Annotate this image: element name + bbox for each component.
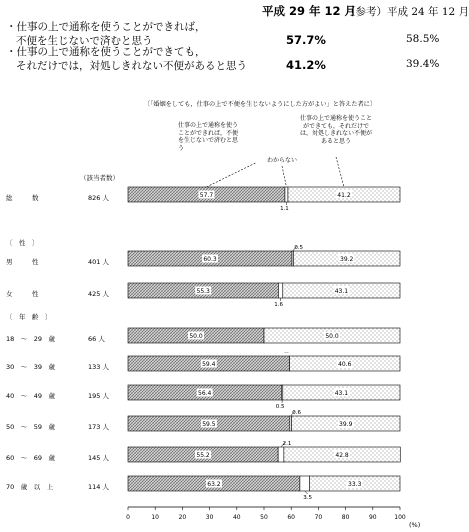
data-label-usable: 55.3 — [196, 288, 210, 295]
row-label-age-40-49: 40 ～ 49 歳 — [6, 392, 56, 400]
group-header-age: 〔 年 齢 〕 — [6, 313, 52, 321]
chart-bars — [128, 187, 400, 501]
row-n-age-60-69: 145 人 — [88, 454, 109, 462]
row-n-age-18-29: 66 人 — [88, 335, 105, 343]
bullet: ・ — [6, 21, 17, 33]
x-tick-70: 70 — [314, 514, 323, 521]
row-label-age-70-plus: 70 歳 以 上 — [6, 483, 54, 491]
bar-segment-unknown — [285, 187, 288, 202]
chart-guides — [206, 157, 343, 187]
x-tick-40: 40 — [232, 514, 241, 521]
summary-item-2-line1: 仕事の上で通称を使うことができても， — [16, 46, 206, 58]
data-label-insufficient: 50.0 — [325, 333, 339, 340]
chart-axis — [128, 507, 400, 510]
data-label-usable: 60.3 — [203, 256, 217, 263]
summary-item-1-value-2012: 58.5% — [406, 33, 440, 45]
data-label-unknown: 3.5 — [303, 495, 313, 501]
bar-segment-unknown — [278, 283, 282, 298]
count-header: （該当者数） — [80, 174, 119, 182]
data-label-unknown: 1.6 — [274, 302, 283, 308]
data-label-usable: 57.7 — [199, 192, 214, 199]
data-label-usable: 59.4 — [202, 361, 216, 368]
x-tick-50: 50 — [260, 514, 268, 521]
row-n-age-70-plus: 114 人 — [88, 483, 109, 491]
row-label-total: 総 数 — [6, 194, 39, 202]
data-label-unknown: 2.1 — [282, 441, 292, 447]
data-label-insufficient: 41.2 — [337, 192, 351, 199]
data-label-insufficient: 39.9 — [339, 421, 353, 428]
bullet: ・ — [6, 46, 17, 58]
row-label-male: 男 性 — [6, 258, 39, 266]
row-label-age-30-39: 30 ～ 39 歳 — [6, 363, 56, 371]
row-label-age-60-69: 60 ～ 69 歳 — [6, 454, 56, 462]
row-n-age-30-39: 133 人 — [88, 363, 109, 371]
row-n-age-40-49: 195 人 — [88, 392, 109, 400]
summary-header-current: 平成 29 年 12 月 — [262, 4, 357, 18]
row-n-total: 826 人 — [88, 194, 109, 202]
chart-note: 〔「婚姻をしても，仕事の上で不便を生じないようにした方がよい」と答えた者に〕 — [144, 101, 377, 108]
summary-item-1-line2: 不便を生じないで済むと思う — [16, 35, 153, 47]
data-label-usable: 63.2 — [207, 481, 221, 488]
row-n-age-50-59: 173 人 — [88, 423, 109, 431]
data-label-insufficient: 33.3 — [348, 481, 362, 488]
bar-segment-unknown — [300, 476, 310, 491]
x-tick-60: 60 — [287, 514, 295, 521]
legend-leader-3 — [336, 157, 344, 187]
x-tick-0: 0 — [126, 514, 130, 521]
row-n-female: 425 人 — [88, 290, 109, 298]
data-label-usable: 56.4 — [198, 390, 212, 397]
data-label-insufficient: 43.1 — [334, 390, 349, 397]
legend-category-3: 仕事の上で通称を使うことができても，それだけでは，対処しきれない不便があると思う — [300, 115, 373, 145]
data-label-unknown: 0.6 — [292, 410, 302, 416]
summary-item-2-value-2017: 41.2% — [286, 58, 326, 72]
legend-leader-1 — [206, 163, 255, 187]
legend-category-2: わからない — [266, 157, 297, 164]
x-tick-20: 20 — [178, 514, 187, 521]
summary-item-2-line2: それだけでは，対処しきれない不便があると思う — [16, 60, 247, 72]
row-label-female: 女 性 — [6, 290, 39, 298]
data-label-unknown: 0.5 — [275, 404, 285, 410]
data-label-insufficient: 39.2 — [340, 256, 354, 263]
data-label-unknown: － — [283, 350, 290, 357]
legend-leader-2 — [282, 166, 286, 187]
data-label-unknown: 1.1 — [280, 206, 289, 212]
data-label-usable: 55.2 — [196, 452, 210, 459]
data-label-insufficient: 42.8 — [335, 452, 349, 459]
data-label-insufficient: 43.1 — [334, 288, 349, 295]
x-axis-unit: (%) — [409, 521, 421, 529]
data-label-usable: 50.0 — [189, 333, 203, 340]
x-tick-10: 10 — [151, 514, 159, 521]
row-label-age-18-29: 18 ～ 29 歳 — [6, 335, 56, 343]
group-header-sex: 〔 性 〕 — [6, 239, 39, 247]
x-tick-30: 30 — [205, 514, 214, 521]
bar-segment-unknown — [278, 447, 284, 462]
x-tick-100: 100 — [394, 514, 406, 521]
data-label-usable: 59.5 — [202, 421, 216, 428]
summary-item-1-line1: 仕事の上で通称を使うことができれば， — [16, 21, 206, 33]
summary-item-1-value-2017: 57.7% — [286, 33, 326, 47]
data-label-unknown: 0.5 — [294, 245, 304, 251]
row-n-male: 401 人 — [88, 258, 109, 266]
row-label-age-50-59: 50 ～ 59 歳 — [6, 423, 56, 431]
x-tick-80: 80 — [341, 514, 350, 521]
legend-category-1: 仕事の上で通称を使うことができれば，不便を生じないで済むと思う — [178, 122, 239, 152]
data-label-insufficient: 40.6 — [338, 361, 352, 368]
x-tick-90: 90 — [368, 514, 377, 521]
summary-item-2-value-2012: 39.4% — [406, 58, 440, 70]
summary-header-reference: （参考）平成 24 年 12 月 — [345, 6, 469, 18]
data-leader-unknown — [305, 491, 308, 494]
